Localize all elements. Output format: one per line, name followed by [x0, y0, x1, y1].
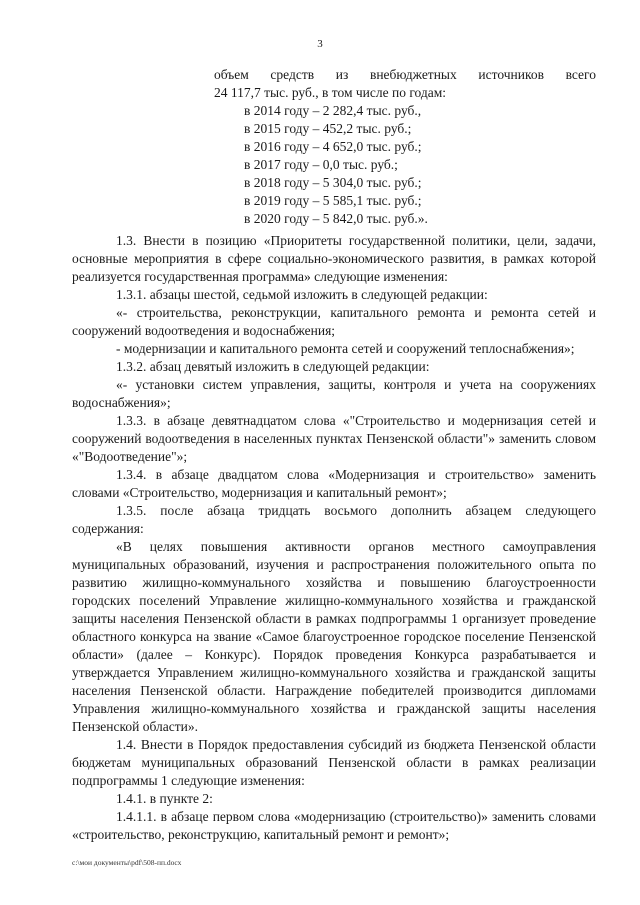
paragraph-1-3: 1.3. Внести в позицию «Приоритеты государственной политики, цели, задачи, основные мероприятия в сфере социально-экономического развития, в рамках которой реализуется государственная программа» следующие изменения:: [72, 233, 596, 284]
paragraph-1-3-5: 1.3.5. после абзаца тридцать восьмого дополнить абзацем следующего содержания:: [72, 503, 596, 536]
paragraph-1-3-2: 1.3.2. абзац девятый изложить в следующей редакции:: [116, 359, 430, 374]
paragraph-1-4-1: 1.4.1. в пункте 2:: [116, 791, 213, 806]
funding-years-list: [244, 102, 596, 228]
paragraph-1-4-1-1: 1.4.1.1. в абзаце первом слова «модернизацию (строительство)» заменить словами «строительство, реконструкцию, капитальный ремонт и ремонт»;: [72, 809, 596, 842]
paragraph-1-4: 1.4. Внести в Порядок предоставления субсидий из бюджета Пензенской области бюджетам муниципальных образований Пензенской области в рамках реализации подпрограммы 1 следующие изменения:: [72, 737, 596, 788]
funding-year-2018: в 2018 году – 5 304,0 тыс. руб.;: [244, 175, 422, 190]
funding-year-2015: в 2015 году – 452,2 тыс. руб.;: [244, 121, 412, 136]
funding-year-2017: в 2017 году – 0,0 тыс. руб.;: [244, 157, 398, 172]
funding-intro-line2: 24 117,7 тыс. руб., в том числе по годам:: [214, 85, 447, 100]
document-body: [72, 232, 596, 844]
funding-intro-line1: объем средств из внебюджетных источников всего: [214, 67, 596, 82]
file-path-footer: c:\мои документы\pdf\508-пп.docx: [72, 858, 182, 867]
funding-volume-block: [214, 66, 596, 228]
paragraph-1-3-3: 1.3.3. в абзаце девятнадцатом слова «"Строительство и модернизация сетей и сооружений водоотведения в населенных пунктах Пензенской области"» заменить словом «"Водоотведение"»;: [72, 413, 596, 464]
paragraph-quote-contest: «В целях повышения активности органов местного самоуправления муниципальных образований, изучения и распространения положительного опыта по развитию жилищно-коммунального хозяйства и повышению благоустроенности городских поселений Управление жилищно-коммунального хозяйства и гражданской защиты населения Пензенской области в рамках подпрограммы 1 организует проведение областного конкурса на звание «Самое благоустроенное городское поселение Пензенской области» (далее – Конкурс). Порядок проведения Конкурса разрабатывается и утверждается Управлением жилищно-коммунального хозяйства и гражданской защиты населения Пензенской области. Награждение победителей производится дипломами Управления жилищно-коммунального хозяйства и гражданской защиты населения Пензенской области».: [72, 539, 596, 734]
paragraph-quote-modernization: - модернизации и капитального ремонта сетей и сооружений теплоснабжения»;: [116, 341, 575, 356]
paragraph-1-3-1: 1.3.1. абзацы шестой, седьмой изложить в следующей редакции:: [116, 287, 488, 302]
funding-year-2019: в 2019 году – 5 585,1 тыс. руб.;: [244, 193, 422, 208]
paragraph-quote-construction: «- строительства, реконструкции, капитального ремонта и ремонта сетей и сооружений водоотведения и водоснабжения;: [72, 305, 596, 338]
paragraph-quote-control-systems: «- установки систем управления, защиты, контроля и учета на сооружениях водоснабжения»;: [72, 377, 596, 410]
page-number: 3: [317, 38, 323, 50]
funding-year-2020: в 2020 году – 5 842,0 тыс. руб.».: [244, 211, 428, 226]
funding-year-2014: в 2014 году – 2 282,4 тыс. руб.,: [244, 103, 422, 118]
funding-year-2016: в 2016 году – 4 652,0 тыс. руб.;: [244, 139, 422, 154]
paragraph-1-3-4: 1.3.4. в абзаце двадцатом слова «Модернизация и строительство» заменить словами «Строительство, модернизация и капитальный ремонт»;: [72, 467, 596, 500]
